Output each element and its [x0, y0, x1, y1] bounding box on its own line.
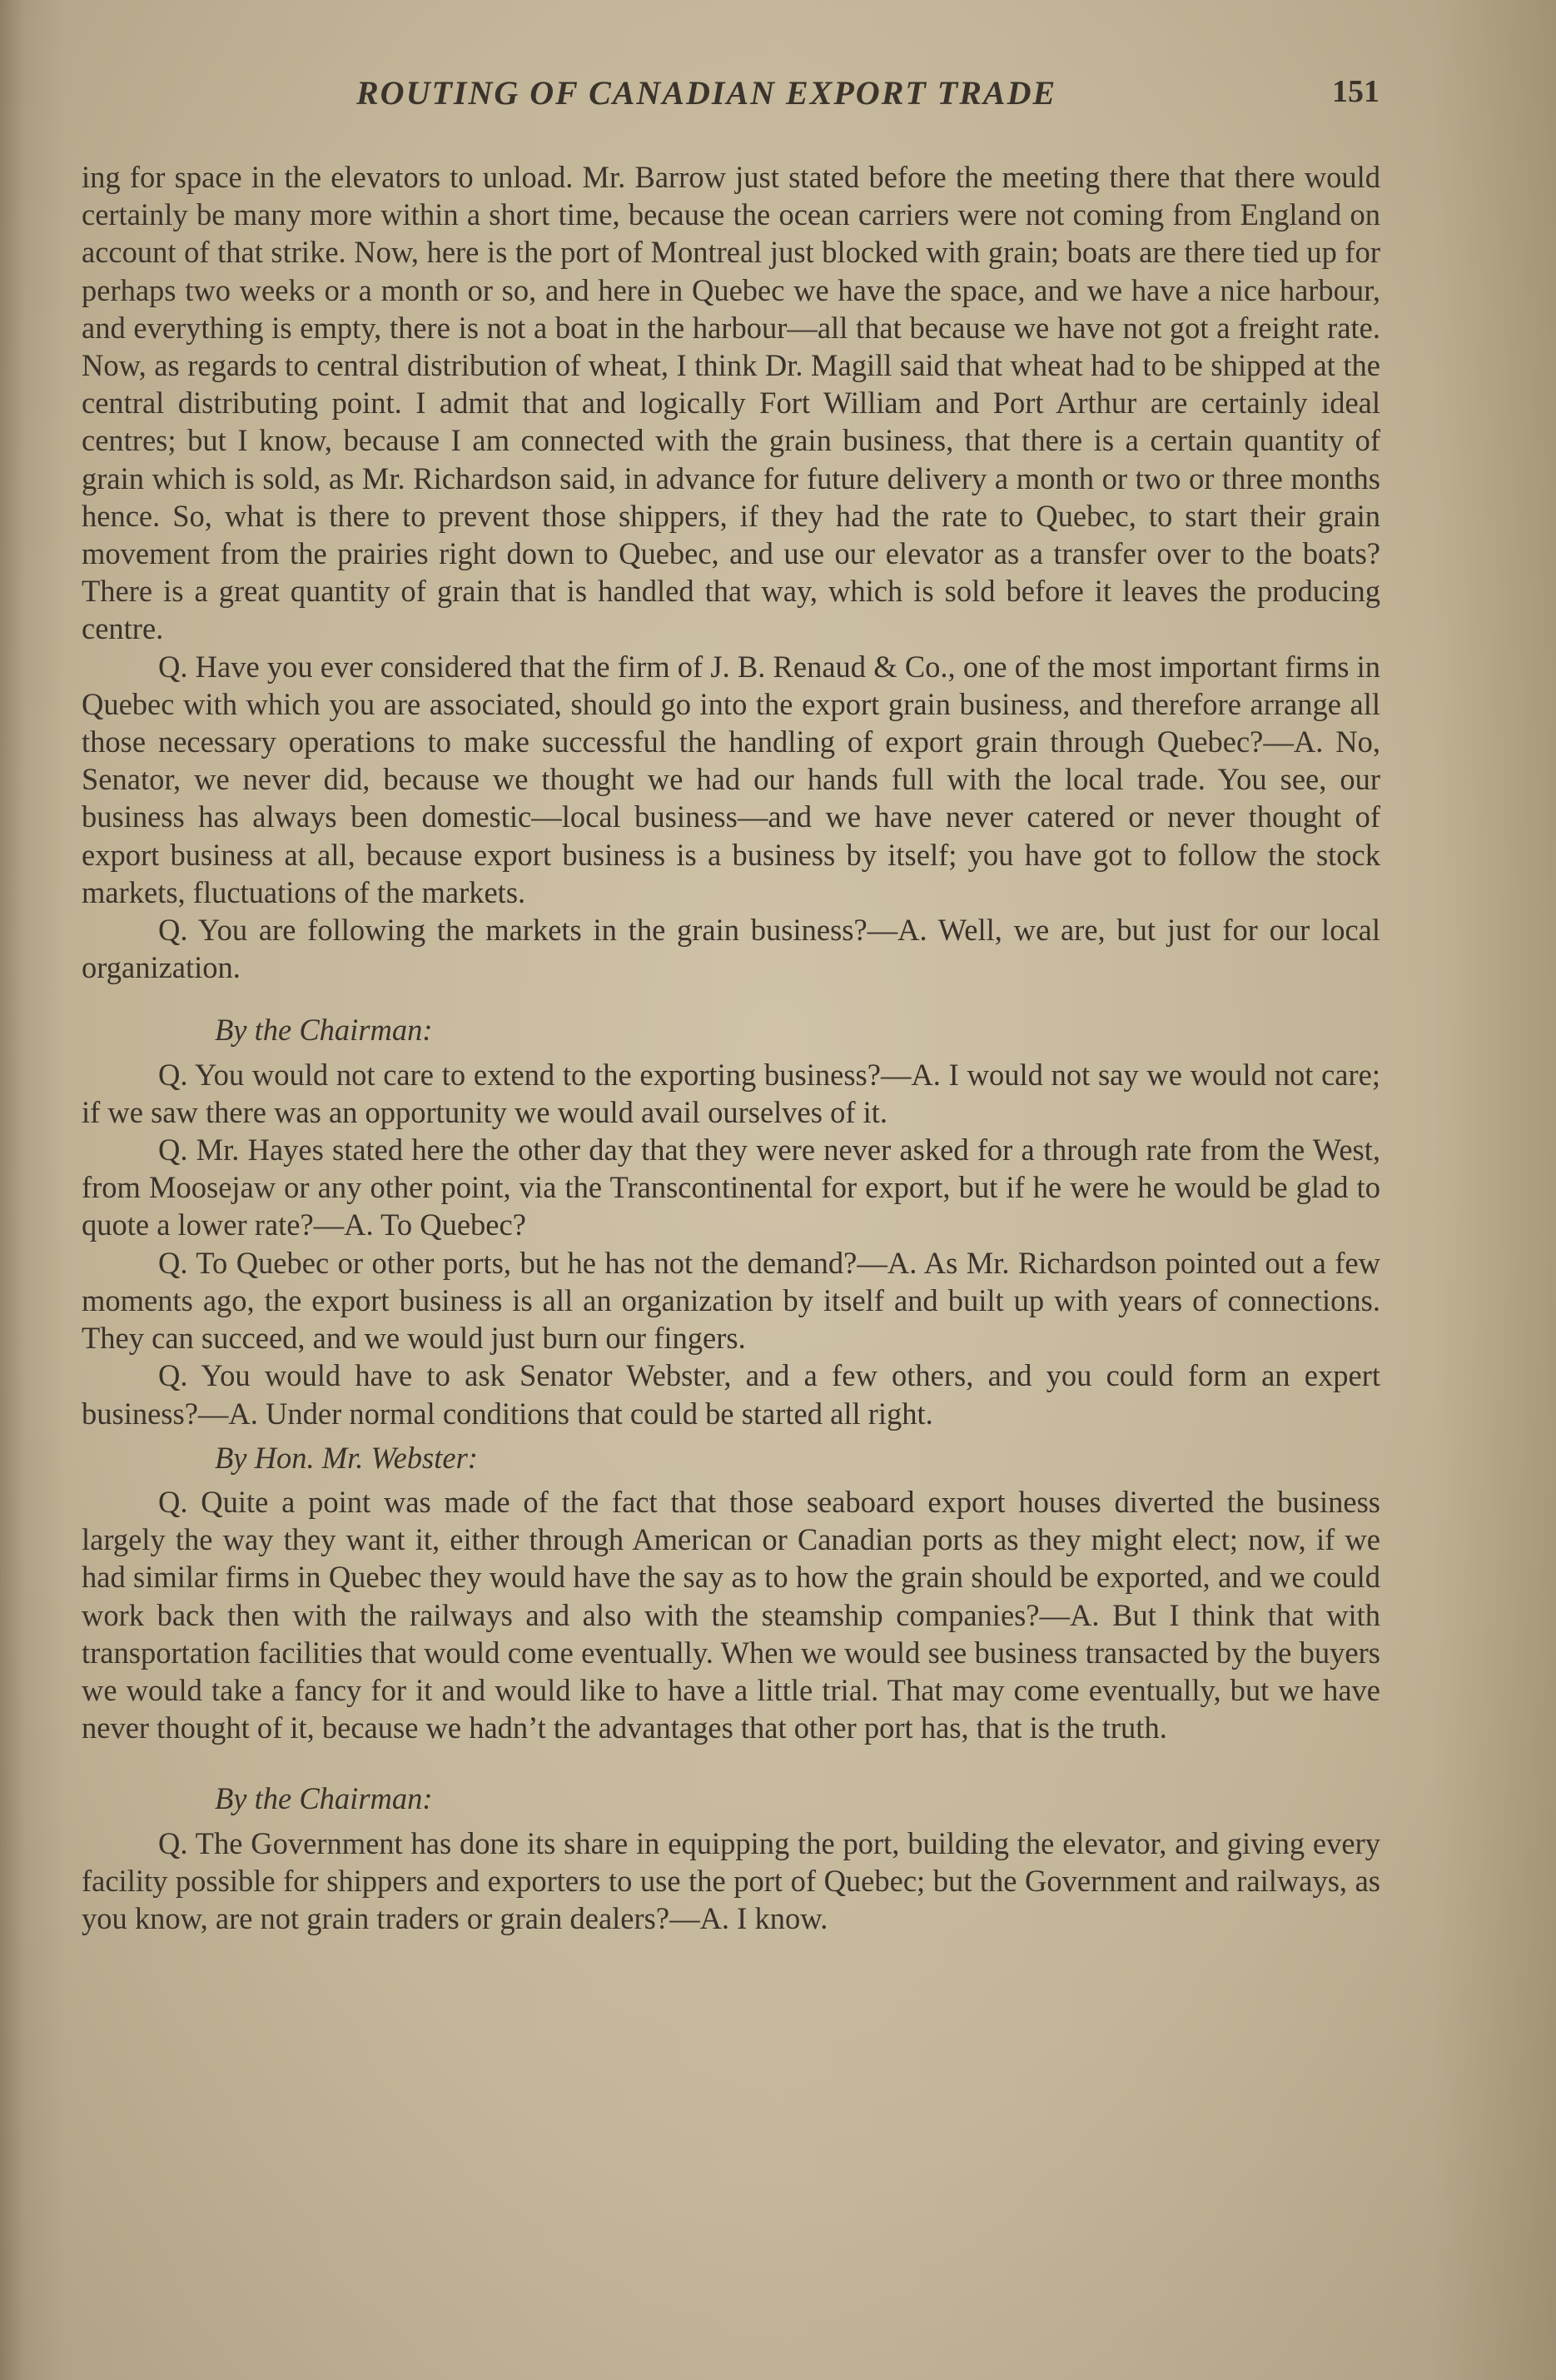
running-title: ROUTING OF CANADIAN EXPORT TRADE: [356, 74, 1057, 112]
question-paragraph: Q. Mr. Hayes stated here the other day that they were never asked for a through rate from the West, from Moosejaw or any other point, via the Transcontinental for export, but if he were he would be glad to quote a lower rate?—A. To Quebec?: [82, 1133, 1380, 1242]
speaker-heading: By the Chairman:: [215, 1781, 433, 1816]
speaker-heading: By Hon. Mr. Webster:: [215, 1440, 478, 1475]
question-paragraph: Q. You would not care to extend to the exporting business?—A. I would not say we would not care; if we saw there was an opportunity we would avail ourselves of it.: [82, 1057, 1380, 1129]
page-number: 151: [1332, 74, 1380, 109]
question-paragraph: Q. To Quebec or other ports, but he has not the demand?—A. As Mr. Richardson pointed out a few moments ago, the export business is all an organization by itself and built up with years of connections. They can succeed, and we would just burn our fingers.: [82, 1245, 1380, 1356]
question-paragraph: Q. You are following the markets in the grain business?—A. Well, we are, but just for our local organization.: [82, 913, 1380, 985]
body-text: [82, 158, 1380, 1937]
question-paragraph: Q. Quite a point was made of the fact that those seaboard export houses diverted the business largely the way they want it, either through American or Canadian ports as they might elect; now, if we had similar firms in Quebec they would have the say as to how the grain should be exported, and we could work back then with the railways and also with the steamship companies?—A. But I think that with transportation facilities that would come eventually. When we would see business transacted by the buyers we would take a fancy for it and would like to have a little trial. That may come eventually, but we have never thought of it, because we hadn’t the advantages that other port has, that is the truth.: [82, 1484, 1380, 1745]
question-paragraph: Q. Have you ever considered that the firm of J. B. Renaud & Co., one of the most important firms in Quebec with which you are associated, should go into the export grain business, and therefore arrange all those necessary operations to make successful the handling of export grain through Quebec?—A. No, Senator, we never did, because we thought we had our hands full with the local trade. You see, our business has always been domestic—local business—and we have never catered or never thought of export business at all, because export business is a business by itself; you have got to follow the stock markets, fluctuations of the markets.: [82, 649, 1380, 909]
question-paragraph: Q. You would have to ask Senator Webster, and a few others, and you could form an expert business?—A. Under normal conditions that could be started all right.: [82, 1358, 1380, 1431]
page-header: [0, 73, 1556, 123]
speaker-heading: By the Chairman:: [215, 1013, 433, 1048]
question-paragraph: Q. The Government has done its share in equipping the port, building the elevator, and giving every facility possible for shippers and exporters to use the port of Quebec; but the Government and railways, as you know, are not grain traders or grain dealers?—A. I know.: [82, 1825, 1380, 1935]
paragraph: ing for space in the elevators to unload. Mr. Barrow just stated before the meeting there that there would certainly be many more within a short time, because the ocean carriers were not coming from England on account of that strike. Now, here is the port of Montreal just blocked with grain; boats are there tied up for perhaps two weeks or a month or so, and here in Quebec we have the space, and we have a nice harbour, and everything is empty, there is not a boat in the harbour—all that because we have not got a freight rate. Now, as regards to central distribution of wheat, I think Dr. Magill said that wheat had to be shipped at the central distributing point. I admit that and logically Fort William and Port Arthur are certainly ideal centres; but I know, because I am connected with the grain business, that there is a certain quantity of grain which is sold, as Mr. Richardson said, in advance for future delivery a month or two or three months hence. So, what is there to prevent those shippers, if they had the rate to Quebec, to start their grain movement from the prairies right down to Quebec, and use our elevator as a transfer over to the boats? There is a great quantity of grain that is handled that way, which is sold before it leaves the producing centre.: [82, 160, 1380, 646]
